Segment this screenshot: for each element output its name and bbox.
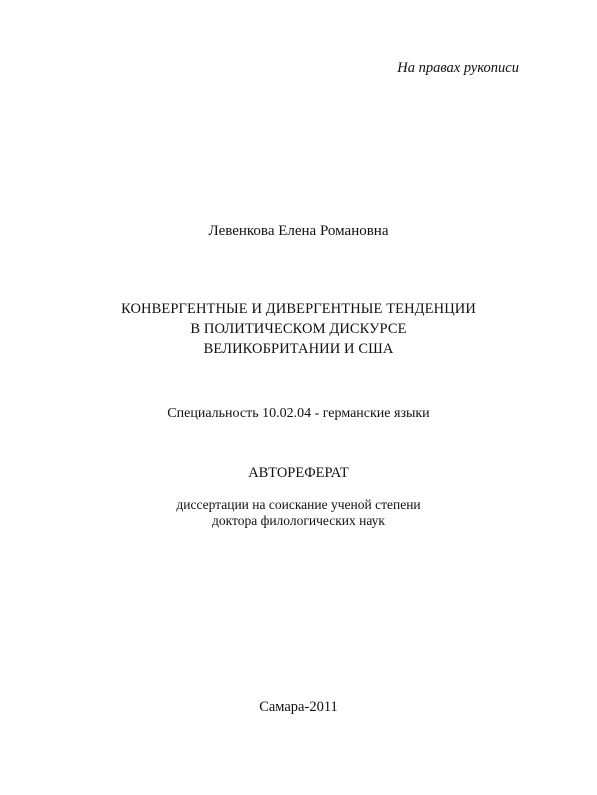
rights-note: На правах рукописи <box>397 60 519 76</box>
title-line-2: В ПОЛИТИЧЕСКОМ ДИСКУРСЕ <box>190 321 407 337</box>
place-year: Самара-2011 <box>259 699 338 715</box>
degree-line-2: доктора филологических наук <box>212 513 385 528</box>
author-name: Левенкова Елена Романовна <box>208 223 389 239</box>
document-type: АВТОРЕФЕРАТ <box>248 465 349 481</box>
degree-line-1: диссертации на соискание ученой степени <box>176 497 421 512</box>
title-line-3: ВЕЛИКОБРИТАНИИ И США <box>203 341 394 357</box>
specialty-line: Специальность 10.02.04 - германские языки <box>167 406 430 421</box>
title-line-1: КОНВЕРГЕНТНЫЕ И ДИВЕРГЕНТНЫЕ ТЕНДЕНЦИИ <box>121 301 476 317</box>
